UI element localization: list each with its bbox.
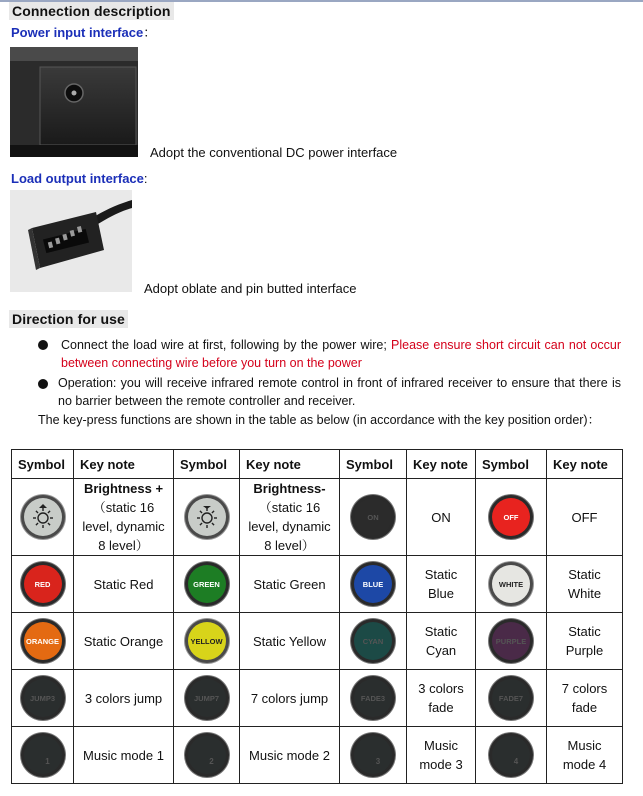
header-keynote-3: Key note — [407, 450, 476, 479]
keynote-cell — [407, 556, 476, 613]
instruction-1-text: Connect the load wire at first, following by the power wire; — [61, 338, 392, 352]
keynote-cell — [547, 727, 623, 784]
keynote-line: （static 16 — [258, 500, 321, 515]
symbol-cell — [12, 727, 74, 784]
header-symbol-1: Symbol — [12, 450, 74, 479]
keynote-line: Static — [568, 624, 601, 639]
green-button-icon — [188, 565, 226, 603]
blue-button-icon — [354, 565, 392, 603]
keynote-line: mode 4 — [562, 757, 607, 772]
button-label: BLUE — [362, 579, 384, 589]
load-output-heading — [11, 171, 148, 186]
keynote-cell — [240, 613, 340, 670]
header-keynote-4: Key note — [547, 450, 623, 479]
keynote-line: Brightness + — [83, 481, 164, 496]
pin-connector-photo — [10, 190, 132, 292]
symbol-cell — [340, 556, 407, 613]
button-label: 1 — [45, 757, 50, 766]
keynote-cell — [240, 727, 340, 784]
table-row — [12, 556, 623, 613]
off-button-icon — [492, 498, 530, 536]
power-input-heading — [11, 22, 156, 41]
instruction-2: Operation: you will receive infrared remote control in front of infrared receiver to ensure that there is no barrier between the remote controller and receiver. — [58, 376, 621, 408]
keynote-cell — [74, 670, 174, 727]
keynote-line: Music mode 2 — [249, 747, 330, 763]
symbol-cell — [12, 479, 74, 556]
keynote-line: OFF — [571, 509, 598, 525]
symbol-cell — [476, 670, 547, 727]
power-input-colon: ： — [143, 25, 157, 40]
header-keynote-2: Key note — [240, 450, 340, 479]
key-function-table — [11, 449, 623, 784]
keynote-line: Static Red — [93, 576, 154, 592]
button-label: 3 — [375, 757, 381, 766]
keynote-line: 7 colors jump — [250, 690, 329, 706]
red-button-icon — [24, 565, 62, 603]
table-row — [12, 727, 623, 784]
load-interface-caption: Adopt oblate and pin butted interface — [144, 281, 357, 296]
bullet-dot — [38, 340, 48, 350]
purple-button-icon — [492, 622, 530, 660]
keynote-line: Static Green — [253, 576, 326, 592]
music3-button-icon — [354, 736, 392, 774]
music2-button-icon — [188, 736, 226, 774]
header-symbol-4: Symbol — [476, 450, 547, 479]
keynote-line: 8 level） — [264, 538, 315, 553]
keynote-line: 3 colors — [418, 681, 464, 696]
button-label: FADE3 — [360, 693, 386, 703]
table-row — [12, 670, 623, 727]
button-label: 4 — [513, 757, 519, 766]
keynote-cell — [74, 556, 174, 613]
button-label: GREEN — [193, 579, 220, 589]
load-output-colon: : — [143, 171, 148, 186]
orange-button-icon — [24, 622, 62, 660]
keynote-cell — [240, 556, 340, 613]
yellow-button-icon — [188, 622, 226, 660]
jump7-button-icon — [188, 679, 226, 717]
keynote-line: White — [567, 586, 602, 601]
dc-power-jack-photo — [10, 47, 138, 157]
keynote-cell — [547, 556, 623, 613]
keynote-cell — [407, 613, 476, 670]
button-label: ON — [367, 512, 379, 522]
white-button-icon — [492, 565, 530, 603]
button-label: 2 — [209, 757, 214, 766]
keynote-cell — [240, 670, 340, 727]
keynote-line: Cyan — [425, 643, 457, 658]
table-intro: The key-press functions are shown in the table as below (in accordance with the key position order)： — [38, 413, 601, 427]
keynote-line: 8 level） — [98, 538, 149, 553]
keynote-line: Purple — [565, 643, 604, 658]
table-header-row — [12, 450, 623, 479]
button-label: FADE7 — [498, 693, 524, 703]
table-body — [12, 479, 623, 784]
keynote-cell — [407, 670, 476, 727]
keynote-line: Static — [424, 624, 458, 639]
keynote-line: level, dynamic — [248, 519, 331, 534]
header-keynote-1: Key note — [74, 450, 174, 479]
symbol-cell — [174, 670, 240, 727]
keynote-line: fade — [571, 700, 598, 715]
table-row — [12, 479, 623, 556]
keynote-cell — [547, 670, 623, 727]
keynote-cell — [74, 613, 174, 670]
symbol-cell — [476, 556, 547, 613]
fade7-button-icon — [492, 679, 530, 717]
keynote-line: Static — [424, 567, 458, 582]
keynote-line: Brightness- — [253, 481, 326, 496]
keynote-cell — [240, 479, 340, 556]
symbol-cell — [174, 727, 240, 784]
symbol-cell — [12, 613, 74, 670]
keynote-line: Static — [568, 567, 601, 582]
keynote-line: Static Orange — [83, 633, 164, 649]
keynote-line: （static 16 — [92, 500, 155, 515]
button-label: RED — [34, 579, 51, 589]
symbol-cell — [340, 727, 407, 784]
keynote-cell — [74, 479, 174, 556]
keynote-line: Music — [424, 738, 458, 753]
keynote-line: 7 colors — [561, 681, 608, 696]
keynote-line: 3 colors jump — [84, 690, 163, 706]
brightness-down-icon — [188, 498, 226, 536]
symbol-cell — [174, 613, 240, 670]
keynote-cell — [547, 479, 623, 556]
symbol-cell — [174, 556, 240, 613]
header-symbol-2: Symbol — [174, 450, 240, 479]
keynote-line: ON — [431, 509, 451, 525]
music4-button-icon — [492, 736, 530, 774]
symbol-cell — [476, 479, 547, 556]
header-symbol-3: Symbol — [340, 450, 407, 479]
keynote-line: Music mode 1 — [83, 747, 164, 763]
symbol-cell — [340, 613, 407, 670]
symbol-cell — [340, 670, 407, 727]
keynote-line: Blue — [427, 586, 455, 601]
keynote-cell — [547, 613, 623, 670]
keynote-line: fade — [428, 700, 454, 715]
keynote-line: Music — [567, 738, 602, 753]
cyan-button-icon — [354, 622, 392, 660]
load-output-label: Load output interface — [11, 171, 144, 186]
button-label: JUMP7 — [193, 693, 219, 703]
bullet-dot — [38, 379, 48, 389]
connection-heading: Connection description — [9, 2, 174, 20]
direction-heading: Direction for use — [9, 310, 128, 328]
symbol-cell — [476, 727, 547, 784]
fade3-button-icon — [354, 679, 392, 717]
button-label: PURPLE — [495, 636, 527, 646]
symbol-cell — [174, 479, 240, 556]
button-label: YELLOW — [190, 636, 223, 646]
brightness-up-icon — [24, 498, 62, 536]
jump3-button-icon — [24, 679, 62, 717]
music1-button-icon — [24, 736, 62, 774]
power-interface-caption: Adopt the conventional DC power interface — [150, 145, 398, 160]
keynote-cell — [74, 727, 174, 784]
symbol-cell — [12, 556, 74, 613]
button-label: WHITE — [498, 579, 524, 589]
instruction-1-warning: Please ensure short circuit can not occur between connecting wire before you turn on the power — [61, 338, 621, 370]
power-input-label: Power input interface — [11, 25, 144, 40]
symbol-cell — [340, 479, 407, 556]
instruction-1 — [61, 336, 621, 372]
button-label: OFF — [503, 512, 519, 522]
keynote-line: level, dynamic — [82, 519, 165, 534]
keynote-cell — [407, 727, 476, 784]
symbol-cell — [12, 670, 74, 727]
button-label: CYAN — [362, 636, 384, 646]
symbol-cell — [476, 613, 547, 670]
table-row — [12, 613, 623, 670]
keynote-cell — [407, 479, 476, 556]
keynote-line: mode 3 — [419, 757, 463, 772]
keynote-line: Static Yellow — [253, 633, 326, 649]
button-label: ORANGE — [26, 636, 59, 646]
button-label: JUMP3 — [29, 693, 55, 703]
on-button-icon — [354, 498, 392, 536]
